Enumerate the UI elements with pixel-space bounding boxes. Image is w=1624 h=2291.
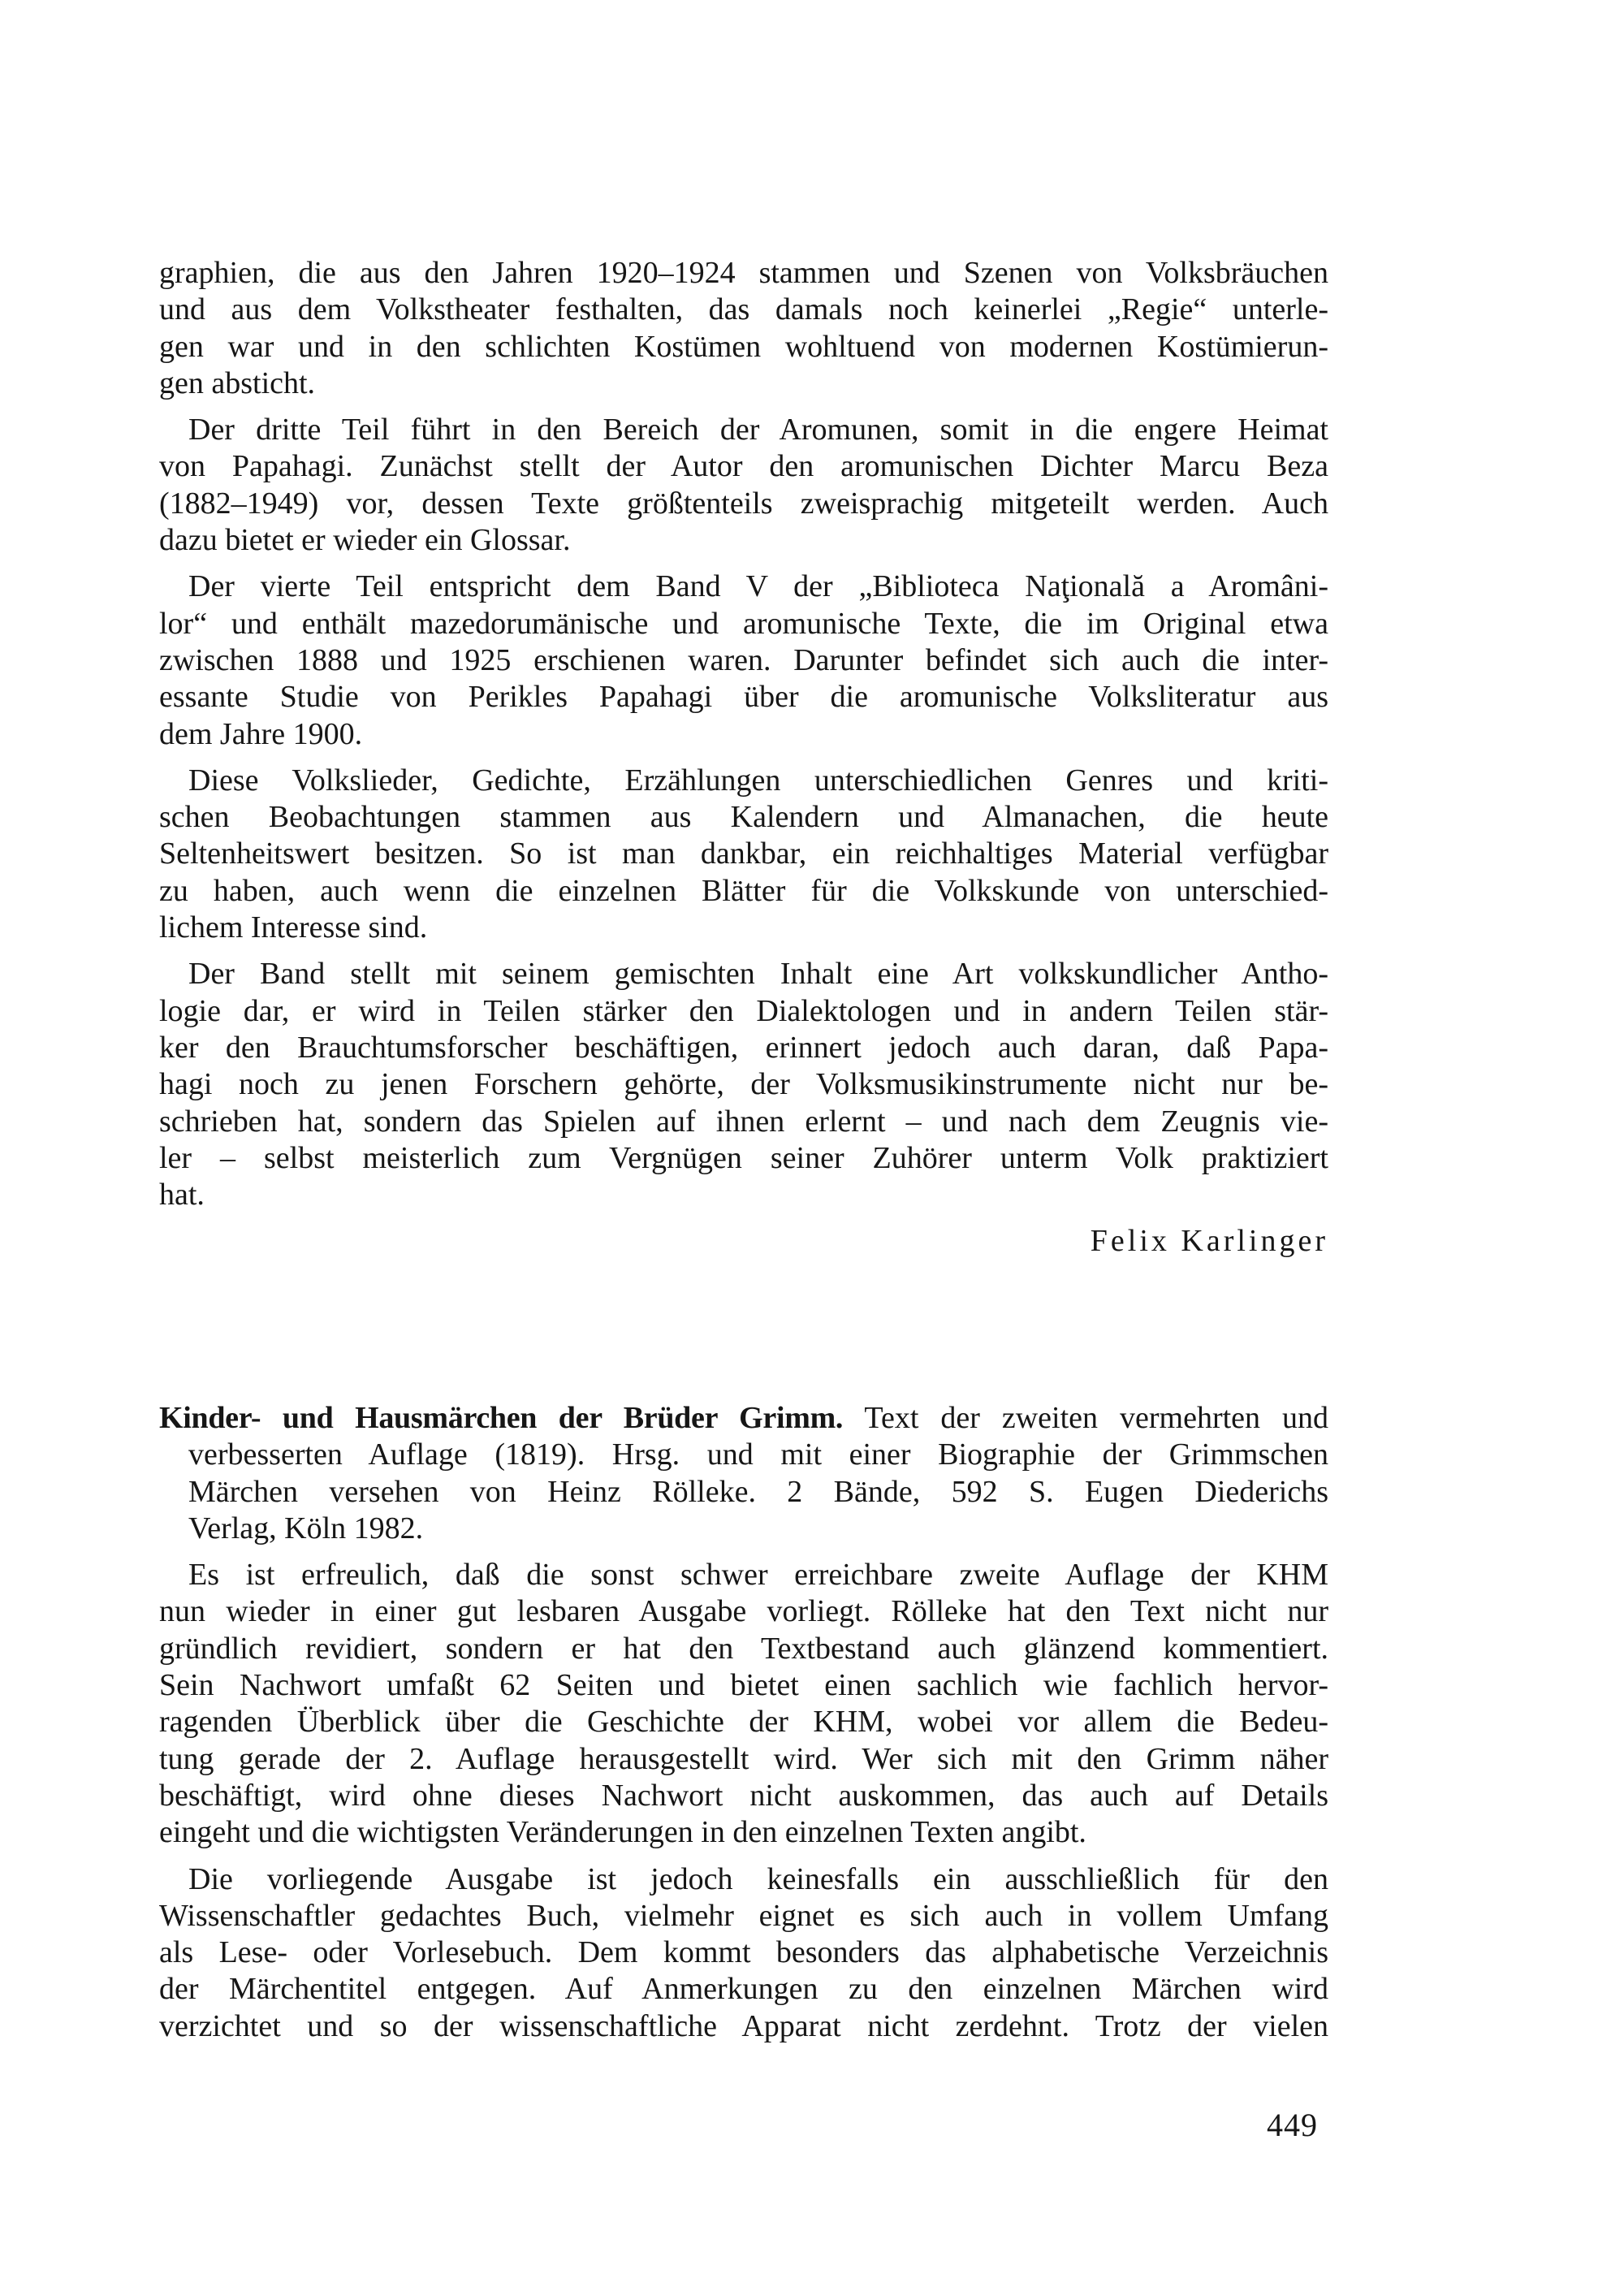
paragraph — [159, 956, 1328, 1213]
text-line: dem Jahre 1900. — [159, 716, 363, 751]
text-line: Die vorliegende Ausgabe ist jedoch keinesfalls ein ausschließlich für den — [188, 1861, 1328, 1896]
text-line: beschäftigt, wird ohne dieses Nachwort nicht auskommen, das auch auf Details — [159, 1778, 1328, 1813]
paragraph — [159, 1861, 1328, 2045]
text-line: dazu bietet er wieder ein Glossar. — [159, 523, 571, 558]
text-line: lor“ und enthält mazedorumänische und aromunische Texte, die im Original etwa — [159, 606, 1328, 641]
text-line: gen absticht. — [159, 365, 316, 400]
text-line: gründlich revidiert, sondern er hat den Textbestand auch glänzend kommentiert. — [159, 1631, 1328, 1666]
page-number: 449 — [1267, 2107, 1318, 2143]
text-line: schen Beobachtungen stammen aus Kalendern und Almanachen, die heute — [159, 800, 1328, 835]
text-line: Verlag, Köln 1982. — [188, 1511, 424, 1545]
text-line: verzichtet und so der wissenschaftliche Apparat nicht zerdehnt. Trotz der vielen — [159, 2008, 1328, 2043]
text-line: der Märchentitel entgegen. Auf Anmerkungen zu den einzelnen Märchen wird — [159, 1972, 1328, 2007]
book-title: Kinder- und Hausmärchen der Brüder Grimm. — [159, 1401, 844, 1435]
text-line: Wissenschaftler gedachtes Buch, vielmehr eignet es sich auch in vollem Umfang — [159, 1898, 1328, 1933]
text-line: Der Band stellt mit seinem gemischten Inhalt eine Art volkskundlicher Antho- — [188, 957, 1328, 992]
heading-first-line — [159, 1400, 1328, 1437]
text-line: Diese Volkslieder, Gedichte, Erzählungen unterschiedlichen Genres und kriti- — [188, 763, 1328, 798]
text-line: Sein Nachwort umfaßt 62 Seiten und bietet einen sachlich wie fachlich hervor- — [159, 1668, 1328, 1703]
paragraph — [159, 568, 1328, 752]
text-line: eingeht und die wichtigsten Veränderungen in den einzelnen Texten angibt. — [159, 1815, 1086, 1850]
text-line: und aus dem Volkstheater festhalten, das damals noch keinerlei „Regie“ unterle- — [159, 292, 1328, 327]
text-line: ker den Brauchtumsforscher beschäftigen, erinnert jedoch auch daran, daß Papa- — [159, 1030, 1328, 1065]
bibliographic-heading — [159, 1400, 1328, 1547]
text-line: zu haben, auch wenn die einzelnen Blätter für die Volkskunde von unterschied- — [159, 873, 1328, 908]
text-line: Märchen versehen von Heinz Rölleke. 2 Bände, 592 S. Eugen Diederichs — [188, 1474, 1328, 1509]
text-line: als Lese- oder Vorlesebuch. Dem kommt besonders das alphabetische Verzeichnis — [159, 1935, 1328, 1970]
text-line: lichem Interesse sind. — [159, 910, 428, 945]
text-line: (1882–1949) vor, dessen Texte größtenteils zweisprachig mitgeteilt werden. Auch — [159, 486, 1328, 521]
text-line: graphien, die aus den Jahren 1920–1924 stammen und Szenen von Volksbräuchen — [159, 256, 1328, 290]
paragraph — [159, 255, 1328, 402]
text-line: zwischen 1888 und 1925 erschienen waren. Darunter befindet sich auch die inter- — [159, 642, 1328, 677]
text-line: logie dar, er wird in Teilen stärker den Dialektologen und in andern Teilen stär- — [159, 993, 1328, 1028]
text-line: Seltenheitswert besitzen. So ist man dankbar, ein reichhaltiges Material verfügbar — [159, 836, 1328, 871]
paragraph — [159, 1557, 1328, 1851]
text-line: gen war und in den schlichten Kostümen wohltuend von modernen Kostümierun- — [159, 329, 1328, 364]
text-line: Der dritte Teil führt in den Bereich der Aromunen, somit in die engere Heimat — [188, 413, 1328, 447]
text-line: ler – selbst meisterlich zum Vergnügen seiner Zuhörer unterm Volk praktiziert — [159, 1140, 1328, 1175]
review-karlinger — [159, 255, 1328, 1223]
text-line: essante Studie von Perikles Papahagi über die aromunische Volksliteratur aus — [159, 680, 1328, 715]
text-line: nun wieder in einer gut lesbaren Ausgabe vorliegt. Rölleke hat den Text nicht nur — [159, 1594, 1328, 1629]
text-line: ragenden Überblick über die Geschichte der KHM, wobei vor allem die Bedeu- — [159, 1705, 1328, 1740]
reviewer-signature: Felix Karlinger — [1090, 1224, 1328, 1258]
heading-text: Text der zweiten vermehrten und — [843, 1401, 1328, 1435]
text-line: verbesserten Auflage (1819). Hrsg. und mit einer Biographie der Grimmschen — [188, 1437, 1328, 1472]
text-line: Der vierte Teil entspricht dem Band V der „Biblioteca Naţională a Aromâni- — [188, 569, 1328, 604]
text-line: hagi noch zu jenen Forschern gehörte, der Volksmusikinstrumente nicht nur be- — [159, 1067, 1328, 1102]
text-line: von Papahagi. Zunächst stellt der Autor den aromunischen Dichter Marcu Beza — [159, 449, 1328, 484]
text-line: hat. — [159, 1178, 205, 1213]
text-line: schrieben hat, sondern das Spielen auf ihnen erlernt – und nach dem Zeugnis vie- — [159, 1104, 1328, 1139]
text-line: Es ist erfreulich, daß die sonst schwer erreichbare zweite Auflage der KHM — [188, 1558, 1328, 1593]
review-grimm — [159, 1400, 1328, 2055]
paragraph — [159, 412, 1328, 559]
text-line: tung gerade der 2. Auflage herausgestellt wird. Wer sich mit den Grimm näher — [159, 1741, 1328, 1776]
paragraph — [159, 763, 1328, 946]
